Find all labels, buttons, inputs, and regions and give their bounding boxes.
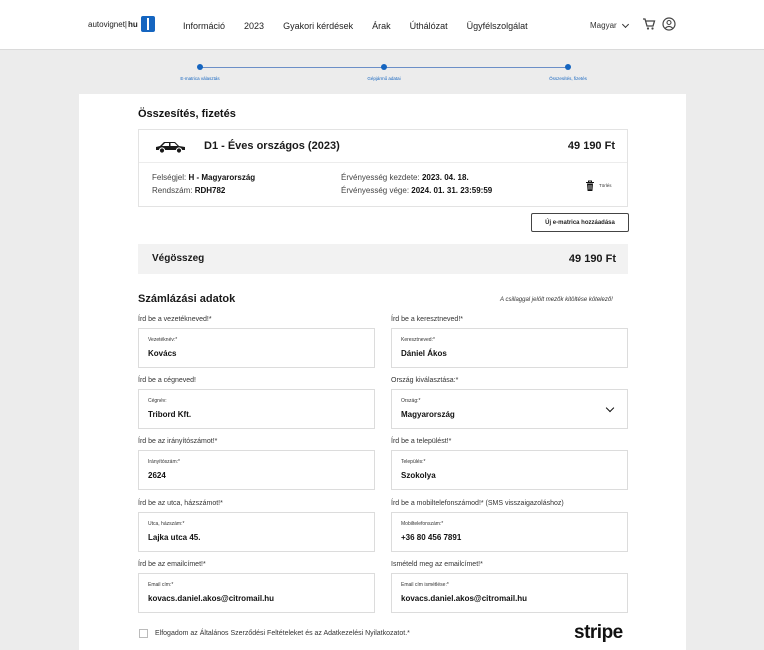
first-name-field[interactable]: [391, 328, 628, 368]
email-repeat-field[interactable]: [391, 573, 628, 613]
main-nav: [183, 21, 547, 31]
street-prompt: Írd be az utca, házszámot!*: [138, 500, 223, 507]
last-name-field[interactable]: [138, 328, 375, 368]
step-label-2[interactable]: Gépjármű adatai: [367, 76, 401, 81]
step-label-1[interactable]: E-matrica választás: [180, 76, 220, 81]
nav-item-ugyfelszolgalat[interactable]: Ügyfélszolgálat: [466, 21, 528, 31]
field-value: kovacs.daniel.akos@citromail.hu: [148, 594, 275, 603]
country-prompt: Ország kiválasztása:*: [391, 377, 459, 384]
top-header: [0, 0, 764, 50]
field-value: Szokolya: [401, 471, 436, 480]
field-value: Lajka utca 45.: [148, 533, 201, 542]
stepper-line: [200, 67, 384, 68]
terms-label[interactable]: Elfogadom az Általános Szerződési Feltételeket és az Adatkezelési Nyilatkozatot.*: [155, 630, 410, 637]
checkout-stepper: [0, 58, 764, 88]
field-value: kovacs.daniel.akos@citromail.hu: [401, 594, 528, 603]
chevron-down-icon: [622, 20, 629, 27]
delete-link[interactable]: Törlés: [599, 183, 612, 188]
country-select[interactable]: [391, 389, 628, 429]
billing-title: Számlázási adatok: [138, 293, 236, 305]
step-dot: [381, 64, 387, 70]
email-field[interactable]: [138, 573, 375, 613]
valid-to-value: 2024. 01. 31. 23:59:59: [411, 186, 493, 195]
valid-from-row: [341, 173, 469, 182]
plate-country-row: [152, 173, 255, 182]
trash-icon[interactable]: [585, 180, 595, 192]
field-label: Település:*: [401, 459, 426, 465]
road-logo-icon: [141, 16, 155, 32]
total-label: Végösszeg: [152, 253, 205, 264]
plate-country-label: Felségjel:: [152, 173, 187, 182]
cart-icon[interactable]: [642, 17, 656, 31]
required-fields-note: A csillaggal jelölt mezők kitöltése kötelező!: [500, 297, 613, 303]
cart-item: [138, 129, 628, 207]
email-prompt: Írd be az emailcímet!*: [138, 561, 206, 568]
nav-item-informacio[interactable]: Információ: [183, 21, 226, 31]
field-value: Kovács: [148, 349, 177, 358]
zip-prompt: Írd be az irányítószámot!*: [138, 438, 218, 445]
field-label: Cégnév:: [148, 398, 167, 404]
field-value: +36 80 456 7891: [401, 533, 462, 542]
valid-to-label: Érvényesség vége:: [341, 186, 410, 195]
plate-label: Rendszám:: [152, 186, 193, 195]
chevron-down-icon: [606, 404, 614, 412]
last-name-prompt: Írd be a vezetékneved!*: [138, 316, 212, 323]
user-account-icon[interactable]: [662, 17, 676, 31]
zip-field[interactable]: [138, 450, 375, 490]
stripe-logo: stripe: [574, 622, 623, 643]
email-repeat-prompt: Ismételd meg az emailcímet!*: [391, 561, 483, 568]
logo-text: autovignet: [88, 19, 125, 29]
field-label: Keresztneved:*: [401, 337, 435, 343]
field-label: Irányítószám:*: [148, 459, 180, 465]
plate-row: [152, 186, 225, 195]
field-value: Magyarország: [401, 410, 455, 419]
total-value: 49 190 Ft: [568, 253, 616, 265]
field-value: Dániel Ákos: [401, 349, 447, 358]
street-field[interactable]: [138, 512, 375, 552]
first-name-prompt: Írd be a keresztneved!*: [391, 316, 463, 323]
summary-title: Összesítés, fizetés: [138, 108, 236, 120]
company-prompt: Írd be a cégneved!: [138, 377, 196, 384]
product-name: D1 - Éves országos (2023): [204, 140, 340, 152]
field-label: Ország:*: [401, 398, 421, 404]
terms-checkbox[interactable]: [139, 629, 148, 638]
nav-item-gyik[interactable]: Gyakori kérdések: [283, 21, 354, 31]
total-row: [138, 244, 628, 274]
car-icon: [154, 140, 187, 154]
language-selector[interactable]: [590, 21, 628, 30]
field-label: Vezetéknév:*: [148, 337, 178, 343]
stepper-line: [384, 67, 568, 68]
plate-value: RDH782: [194, 186, 226, 195]
nav-item-2023[interactable]: 2023: [244, 21, 265, 31]
step-label-3: Összesítés, fizetés: [549, 76, 587, 81]
step-dot-active: [565, 64, 571, 70]
nav-item-uthalozat[interactable]: Úthálózat: [409, 21, 448, 31]
plate-country-value: H - Magyarország: [188, 173, 256, 182]
phone-field[interactable]: [391, 512, 628, 552]
site-logo[interactable]: autovignet | hu: [88, 16, 155, 32]
field-label: Utca, házszám:*: [148, 521, 185, 527]
product-price: 49 190 Ft: [567, 140, 615, 152]
valid-from-value: 2023. 04. 18.: [421, 173, 469, 182]
city-field[interactable]: [391, 450, 628, 490]
city-prompt: Írd be a települést!*: [391, 438, 452, 445]
cart-item-header: [139, 130, 627, 163]
nav-item-arak[interactable]: Árak: [372, 21, 391, 31]
step-dot: [197, 64, 203, 70]
field-value: 2624: [148, 471, 166, 480]
field-label: Email cím ismétlése:*: [401, 582, 449, 588]
field-label: Email cím:*: [148, 582, 174, 588]
company-field[interactable]: [138, 389, 375, 429]
add-vignette-button[interactable]: Új e-matrica hozzáadása: [531, 213, 629, 232]
valid-from-label: Érvényesség kezdete:: [341, 173, 420, 182]
phone-prompt: Írd be a mobiltelefonszámod!* (SMS visszaigazoláshoz): [391, 500, 564, 507]
field-label: Mobiltelefonszám:*: [401, 521, 444, 527]
valid-to-row: [341, 186, 492, 195]
language-label: Magyar: [590, 21, 617, 30]
field-value: Tribord Kft.: [148, 410, 192, 419]
logo-hu: hu: [128, 19, 138, 29]
